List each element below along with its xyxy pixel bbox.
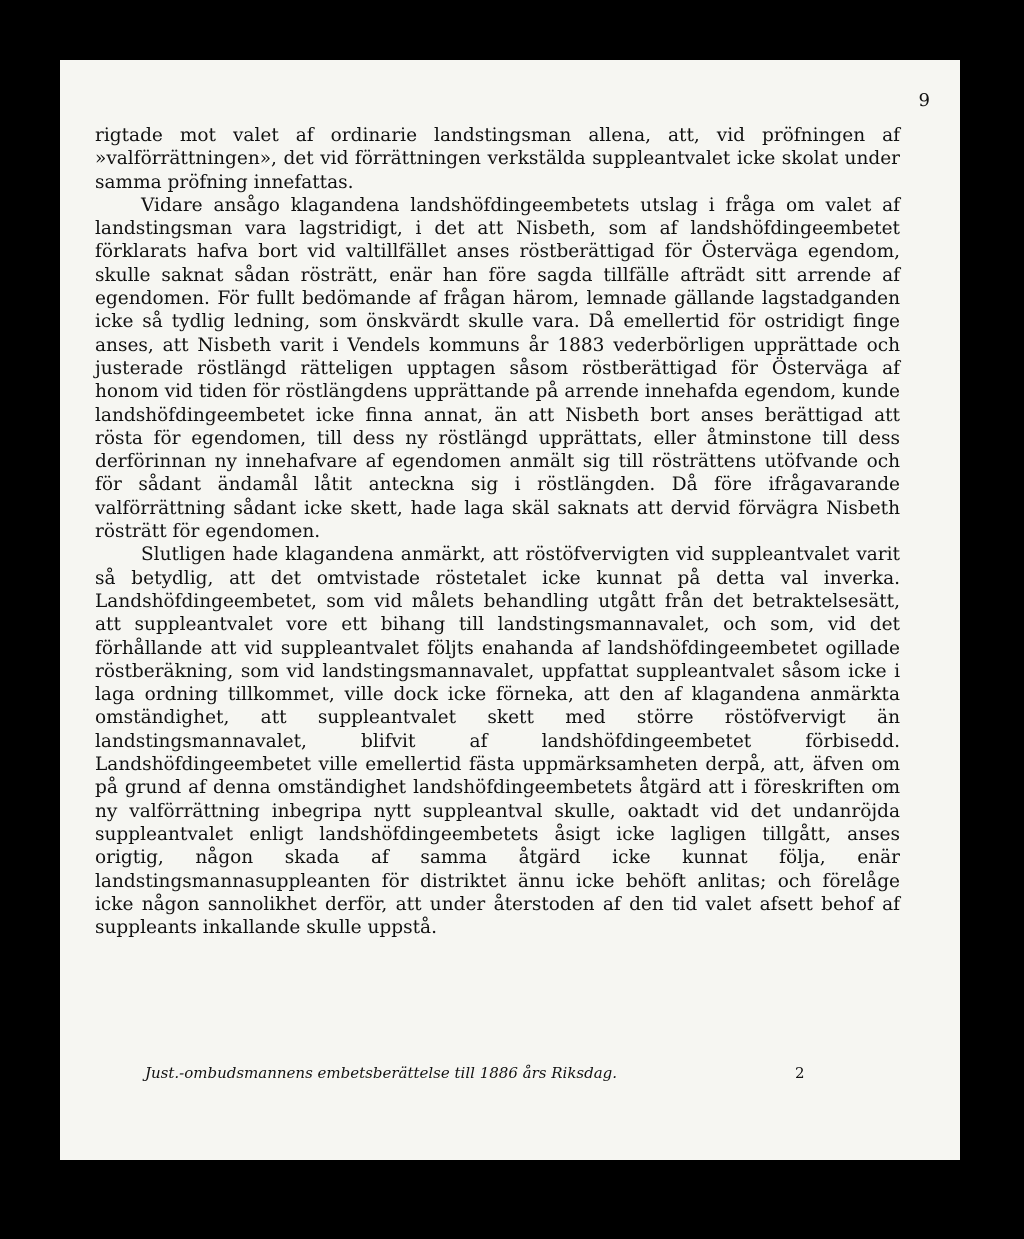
paragraph-nisbeth-voting-right: Vidare ansågo klagandena landshöfdingeembetets utslag i fråga om valet af landstingsman vara lagstridigt, i det att Nisbeth, som af landshöfdingeembetet förklarats hafva bort vid valtillfället anses röstberättigad för Österväga egendom, skulle saknat sådan rösträtt, enär han före sagda tillfälle afträdt sitt arrende af egendomen. För fullt bedömande af frågan härom, lemnade gällande lagstadganden icke så tydlig ledning, som önskvärdt skulle vara. Då emellertid för ostridigt finge anses, att Nisbeth varit i Vendels kommuns år 1883 vederbörligen upprättade och justerade röstlängd rätteligen upptagen såsom röstberättigad för Österväga af honom vid tiden för röstlängdens upprättande på arrende innehafda egendom, kunde landshöfdingeembetet icke finna annat, än att Nisbeth bort anses berättigad att rösta för egendomen, till dess ny röstlängd upprättats, eller åtminstone till dess derförinnan ny innehafvare af egendomen anmält sig till rösträttens utöfvande och för sådant ändamål låtit anteckna sig i röstlängden. Då före ifrågavarande valförrättning sådant icke skett, hade laga skäl saknats att dervid förvägra Nisbeth rösträtt för egendomen.	[95, 194, 900, 543]
page-number: 9	[918, 90, 930, 111]
document-page	[60, 60, 960, 1160]
footer-signature: Just.-ombudsmannens embetsberättelse till 1886 års Riksdag.	[145, 1064, 618, 1082]
paragraph-continuation: rigtade mot valet af ordinarie landstingsman allena, att, vid pröfningen af »valförrättningen», det vid förrättningen verkstälda suppleantvalet icke skolat under samma pröfning innefattas.	[95, 125, 900, 193]
paragraph-substitute-election: Slutligen hade klagandena anmärkt, att röstöfvervigten vid suppleantvalet varit så betydlig, att det omtvistade röstetalet icke kunnat på detta val inverka. Landshöfdingeembetet, som vid målets behandling utgått från det betraktelsesätt, att suppleantvalet vore ett bihang till landstingsmannavalet, och som, vid det förhållande att vid suppleantvalet följts enahanda af landshöfdingeembetet ogillade röstberäkning, som vid landstingsmannavalet, uppfattat suppleantvalet såsom icke i laga ordning tillkommet, ville dock icke förneka, att den af klagandena anmärkta omständighet, att suppleantvalet skett med större röstöfvervigt än landstingsmannavalet, blifvit af landshöfdingeembetet förbisedd. Landshöfdingeembetet ville emellertid fästa uppmärksamheten derpå, att, äfven om på grund af denna omständighet landshöfdingeembetets åtgärd att i föreskriften om ny valförrättning inbegripa nytt suppleantval skulle, oaktadt vid det undanröjda suppleantvalet enligt landshöfdingeembetets åsigt icke lagligen tillgått, anses origtig, någon skada af samma åtgärd icke kunnat följa, enär landstingsmannasuppleanten för distriktet ännu icke behöft anlitas; och förelåge icke någon sannolikhet derför, att under återstoden af den tid valet afsett behof af suppleants inkallande skulle uppstå.	[95, 544, 900, 939]
footer-sheet-number: 2	[795, 1064, 805, 1082]
body-text	[95, 124, 900, 939]
